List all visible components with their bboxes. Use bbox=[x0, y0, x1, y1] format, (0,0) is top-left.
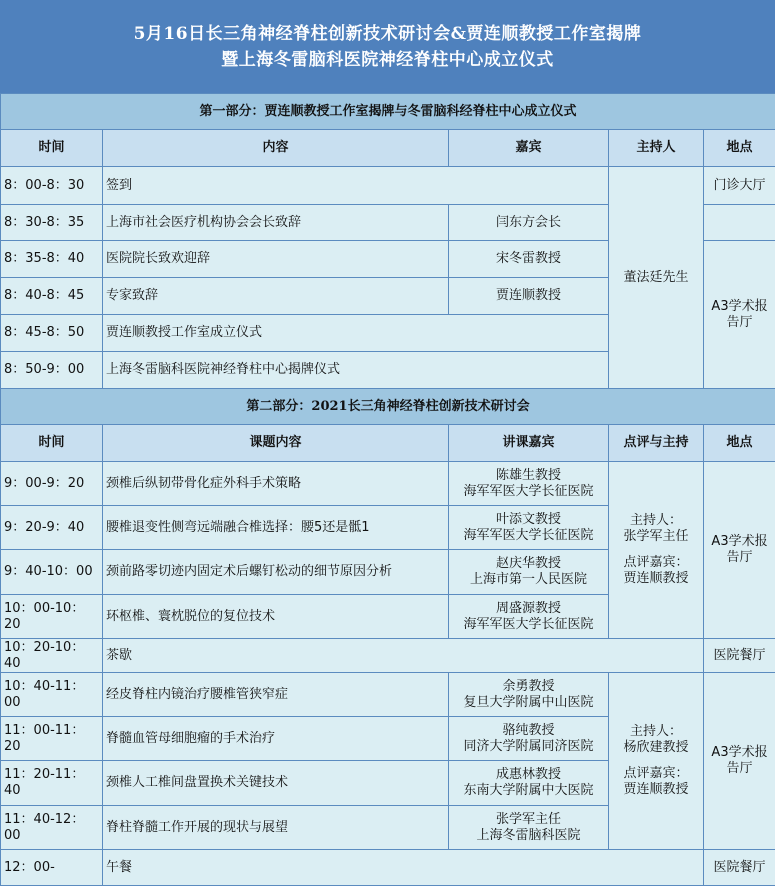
page-title-line2: 暨上海冬雷脑科医院神经脊柱中心成立仪式 bbox=[221, 49, 554, 70]
content-cell: 午餐 bbox=[103, 850, 704, 886]
column-header-time: 时间 bbox=[1, 425, 103, 462]
content-cell: 医院院长致欢迎辞 bbox=[103, 241, 449, 278]
host-name: 张学军主任 bbox=[623, 529, 689, 544]
column-header-content: 内容 bbox=[103, 130, 449, 167]
reviewer-name: 贾连顺教授 bbox=[623, 782, 689, 797]
speaker-org: 东南大学附属中大医院 bbox=[463, 783, 594, 798]
time-cell: 10：00-10：20 bbox=[1, 595, 103, 639]
topic-cell: 腰椎退变性侧弯远端融合椎选择：腰5还是骶1 bbox=[103, 506, 449, 550]
speaker-name: 骆纯教授 bbox=[502, 722, 555, 738]
time-cell: 10：20-10：40 bbox=[1, 639, 103, 673]
time-cell: 11：20-11：40 bbox=[1, 761, 103, 806]
guest-cell: 贾连顺教授 bbox=[449, 278, 609, 315]
speaker-org: 上海冬雷脑科医院 bbox=[476, 827, 581, 843]
section-heading-part2: 第二部分：2021长三角神经脊柱创新技术研讨会 bbox=[1, 389, 775, 425]
column-header-speaker: 讲课嘉宾 bbox=[449, 425, 609, 462]
time-cell: 9：20-9：40 bbox=[1, 506, 103, 550]
column-header-venue: 地点 bbox=[704, 425, 775, 462]
speaker-name: 周盛源教授 bbox=[495, 600, 561, 616]
reviewer-label: 点评嘉宾： bbox=[623, 555, 689, 570]
topic-cell: 颈椎后纵韧带骨化症外科手术策略 bbox=[103, 462, 449, 506]
topic-cell: 经皮脊柱内镜治疗腰椎管狭窄症 bbox=[103, 673, 449, 717]
topic-cell: 脊柱脊髓工作开展的现状与展望 bbox=[103, 806, 449, 850]
speaker-org: 同济大学附属同济医院 bbox=[463, 738, 594, 754]
speaker-cell bbox=[449, 717, 609, 761]
speaker-org: 复旦大学附属中山医院 bbox=[463, 694, 594, 710]
content-cell: 专家致辞 bbox=[103, 278, 449, 315]
column-header-topic: 课题内容 bbox=[103, 425, 449, 462]
topic-cell: 脊髓血管母细胞瘤的手术治疗 bbox=[103, 717, 449, 761]
content-cell: 签到 bbox=[103, 167, 609, 205]
speaker-org: 上海市第一人民医院 bbox=[469, 572, 587, 587]
column-header-host: 主持人 bbox=[609, 130, 704, 167]
host-label: 主持人： bbox=[629, 724, 682, 739]
topic-cell: 环枢椎、寰枕脱位的复位技术 bbox=[103, 595, 449, 639]
speaker-name: 赵庆华教授 bbox=[495, 556, 561, 571]
content-cell: 上海冬雷脑科医院神经脊柱中心揭牌仪式 bbox=[103, 352, 609, 389]
venue-cell: A3学术报告厅 bbox=[704, 462, 775, 639]
guest-cell: 宋冬雷教授 bbox=[449, 241, 609, 278]
host-label: 主持人： bbox=[629, 513, 682, 528]
column-header-chair: 点评与主持 bbox=[609, 425, 704, 462]
speaker-name: 张学军主任 bbox=[495, 811, 561, 827]
speaker-cell bbox=[449, 550, 609, 595]
speaker-org: 海军军医大学长征医院 bbox=[463, 483, 594, 499]
venue-cell: 门诊大厅 bbox=[704, 167, 775, 205]
venue-cell: A3学术报告厅 bbox=[704, 241, 775, 389]
content-cell: 上海市社会医疗机构协会会长致辞 bbox=[103, 205, 449, 241]
speaker-name: 成惠林教授 bbox=[495, 767, 561, 782]
venue-cell-empty bbox=[704, 205, 775, 241]
speaker-name: 余勇教授 bbox=[502, 678, 555, 694]
time-cell: 8：30-8：35 bbox=[1, 205, 103, 241]
content-cell: 贾连顺教授工作室成立仪式 bbox=[103, 315, 609, 352]
page-header bbox=[0, 0, 775, 93]
topic-cell: 颈椎人工椎间盘置换术关键技术 bbox=[103, 761, 449, 806]
host-name: 杨欣建教授 bbox=[623, 740, 689, 755]
speaker-cell bbox=[449, 595, 609, 639]
speaker-org: 海军军医大学长征医院 bbox=[463, 616, 594, 632]
time-cell: 8：45-8：50 bbox=[1, 315, 103, 352]
speaker-cell bbox=[449, 462, 609, 506]
column-header-venue: 地点 bbox=[704, 130, 775, 167]
time-cell: 8：40-8：45 bbox=[1, 278, 103, 315]
time-cell: 11：00-11：20 bbox=[1, 717, 103, 761]
schedule-table bbox=[0, 93, 775, 886]
topic-cell: 颈前路零切迹内固定术后螺钉松动的细节原因分析 bbox=[103, 550, 449, 595]
time-cell: 8：35-8：40 bbox=[1, 241, 103, 278]
host-cell: 董法廷先生 bbox=[609, 167, 704, 389]
speaker-org: 海军军医大学长征医院 bbox=[463, 527, 594, 543]
chair-cell bbox=[609, 673, 704, 850]
venue-cell: 医院餐厅 bbox=[704, 639, 775, 673]
column-header-time: 时间 bbox=[1, 130, 103, 167]
section-heading-part1: 第一部分：贾连顺教授工作室揭牌与冬雷脑科经脊柱中心成立仪式 bbox=[1, 94, 775, 130]
content-cell: 茶歇 bbox=[103, 639, 704, 673]
chair-cell bbox=[609, 462, 704, 639]
time-cell: 12：00- bbox=[1, 850, 103, 886]
reviewer-name: 贾连顺教授 bbox=[623, 571, 689, 586]
speaker-name: 叶添文教授 bbox=[495, 511, 561, 527]
column-header-guest: 嘉宾 bbox=[449, 130, 609, 167]
time-cell: 10：40-11：00 bbox=[1, 673, 103, 717]
time-cell: 8：50-9：00 bbox=[1, 352, 103, 389]
speaker-cell bbox=[449, 761, 609, 806]
speaker-cell bbox=[449, 673, 609, 717]
speaker-cell bbox=[449, 806, 609, 850]
time-cell: 11：40-12：00 bbox=[1, 806, 103, 850]
venue-cell: 医院餐厅 bbox=[704, 850, 775, 886]
reviewer-label: 点评嘉宾： bbox=[623, 766, 689, 781]
time-cell: 9：00-9：20 bbox=[1, 462, 103, 506]
speaker-cell bbox=[449, 506, 609, 550]
guest-cell: 闫东方会长 bbox=[449, 205, 609, 241]
page-title-line1: 5月16日长三角神经脊柱创新技术研讨会&贾连顺教授工作室揭牌 bbox=[133, 23, 642, 44]
time-cell: 8：00-8：30 bbox=[1, 167, 103, 205]
venue-cell: A3学术报告厅 bbox=[704, 673, 775, 850]
time-cell: 9：40-10：00 bbox=[1, 550, 103, 595]
speaker-name: 陈雄生教授 bbox=[495, 467, 561, 483]
